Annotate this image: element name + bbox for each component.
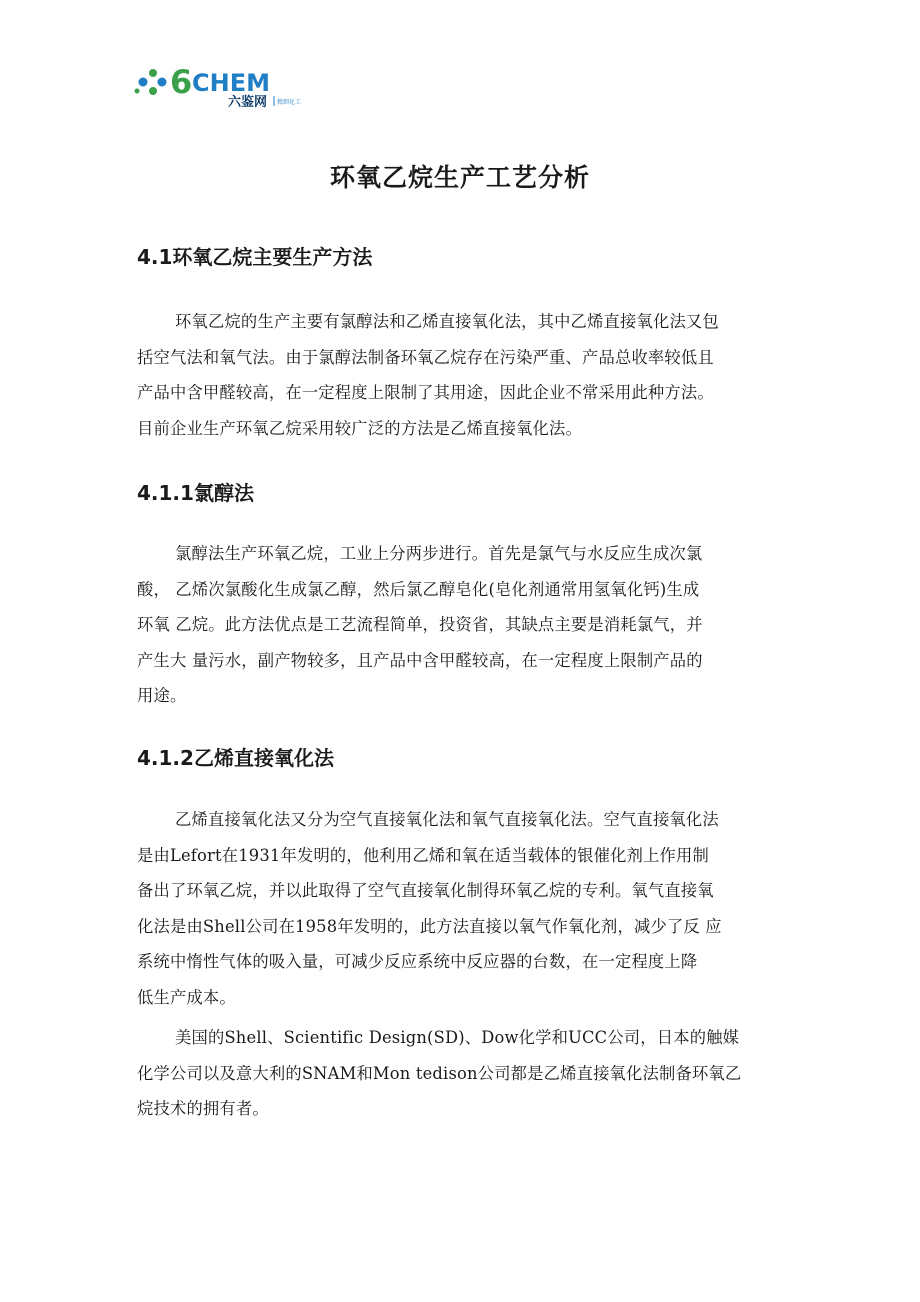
logo-graphic	[134, 58, 324, 110]
paragraph-4-1-2-a	[137, 802, 792, 1015]
paragraph-line: 美国的Shell、Scientific Design(SD)、Dow化学和UCC公司，日本的触媒	[175, 1028, 740, 1047]
paragraph-line: 低生产成本。	[137, 987, 236, 1007]
paragraph-4-1-2-b	[137, 1020, 792, 1127]
section-heading-4-1-1: 4.1.1氯醇法	[137, 481, 254, 505]
logo-tagline: 精细化工	[277, 99, 302, 106]
section-heading-4-1-2: 4.1.2乙烯直接氧化法	[137, 746, 334, 770]
paragraph-4-1-1	[137, 536, 792, 714]
section-heading-4-1: 4.1环氧乙烷主要生产方法	[137, 245, 373, 269]
document-title: 环氧乙烷生产工艺分析	[329, 163, 590, 192]
paragraph-line: 环氧 乙烷。此方法优点是工艺流程简单，投资省，其缺点主要是消耗氯气，并	[137, 615, 703, 634]
paragraph-line: 产品中含甲醛较高，在一定程度上限制了其用途，因此企业不常采用此种方法。	[137, 383, 714, 402]
paragraph-line: 括空气法和氧气法。由于氯醇法制备环氧乙烷存在污染严重、产品总收率较低且	[137, 347, 714, 367]
paragraph-line: 备出了环氧乙烷，并以此取得了空气直接氧化制得环氧乙烷的专利。氧气直接氧	[137, 881, 714, 900]
logo-six: 6	[170, 63, 193, 101]
paragraph-line: 系统中惰性气体的吸入量，可减少反应系统中反应器的台数，在一定程度上降	[137, 952, 698, 971]
paragraph-line: 是由Lefort在1931年发明的，他利用乙烯和氧在适当载体的银催化剂上作用制	[137, 845, 709, 865]
paragraph-line: 用途。	[137, 686, 187, 705]
paragraph-line: 酸， 乙烯次氯酸化生成氯乙醇，然后氯乙醇皂化(皂化剂通常用氢氧化钙)生成	[137, 579, 700, 599]
site-logo[interactable]	[134, 58, 324, 110]
paragraph-line: 化法是由Shell公司在1958年发明的，此方法直接以氧气作氧化剂，减少了反 应	[137, 916, 722, 936]
molecule-icon	[135, 69, 167, 95]
paragraph-4-1	[137, 304, 792, 446]
paragraph-line: 氯醇法生产环氧乙烷，工业上分两步进行。首先是氯气与水反应生成次氯	[175, 544, 703, 563]
paragraph-line: 环氧乙烷的生产主要有氯醇法和乙烯直接氧化法，其中乙烯直接氧化法又包	[175, 312, 719, 331]
paragraph-line: 化学公司以及意大利的SNAM和Mon tedison公司都是乙烯直接氧化法制备环氧乙	[137, 1063, 742, 1083]
paragraph-line: 乙烯直接氧化法又分为空气直接氧化法和氧气直接氧化法。空气直接氧化法	[175, 810, 719, 829]
logo-chinese-name: 六鉴网	[228, 95, 268, 110]
paragraph-line: 目前企业生产环氧乙烷采用较广泛的方法是乙烯直接氧化法。	[137, 418, 582, 438]
logo-chem: CHEM	[192, 69, 270, 97]
paragraph-line: 烷技术的拥有者。	[137, 1099, 269, 1118]
paragraph-line: 产生大 量污水，副产物较多，且产品中含甲醛较高，在一定程度上限制产品的	[137, 650, 703, 670]
